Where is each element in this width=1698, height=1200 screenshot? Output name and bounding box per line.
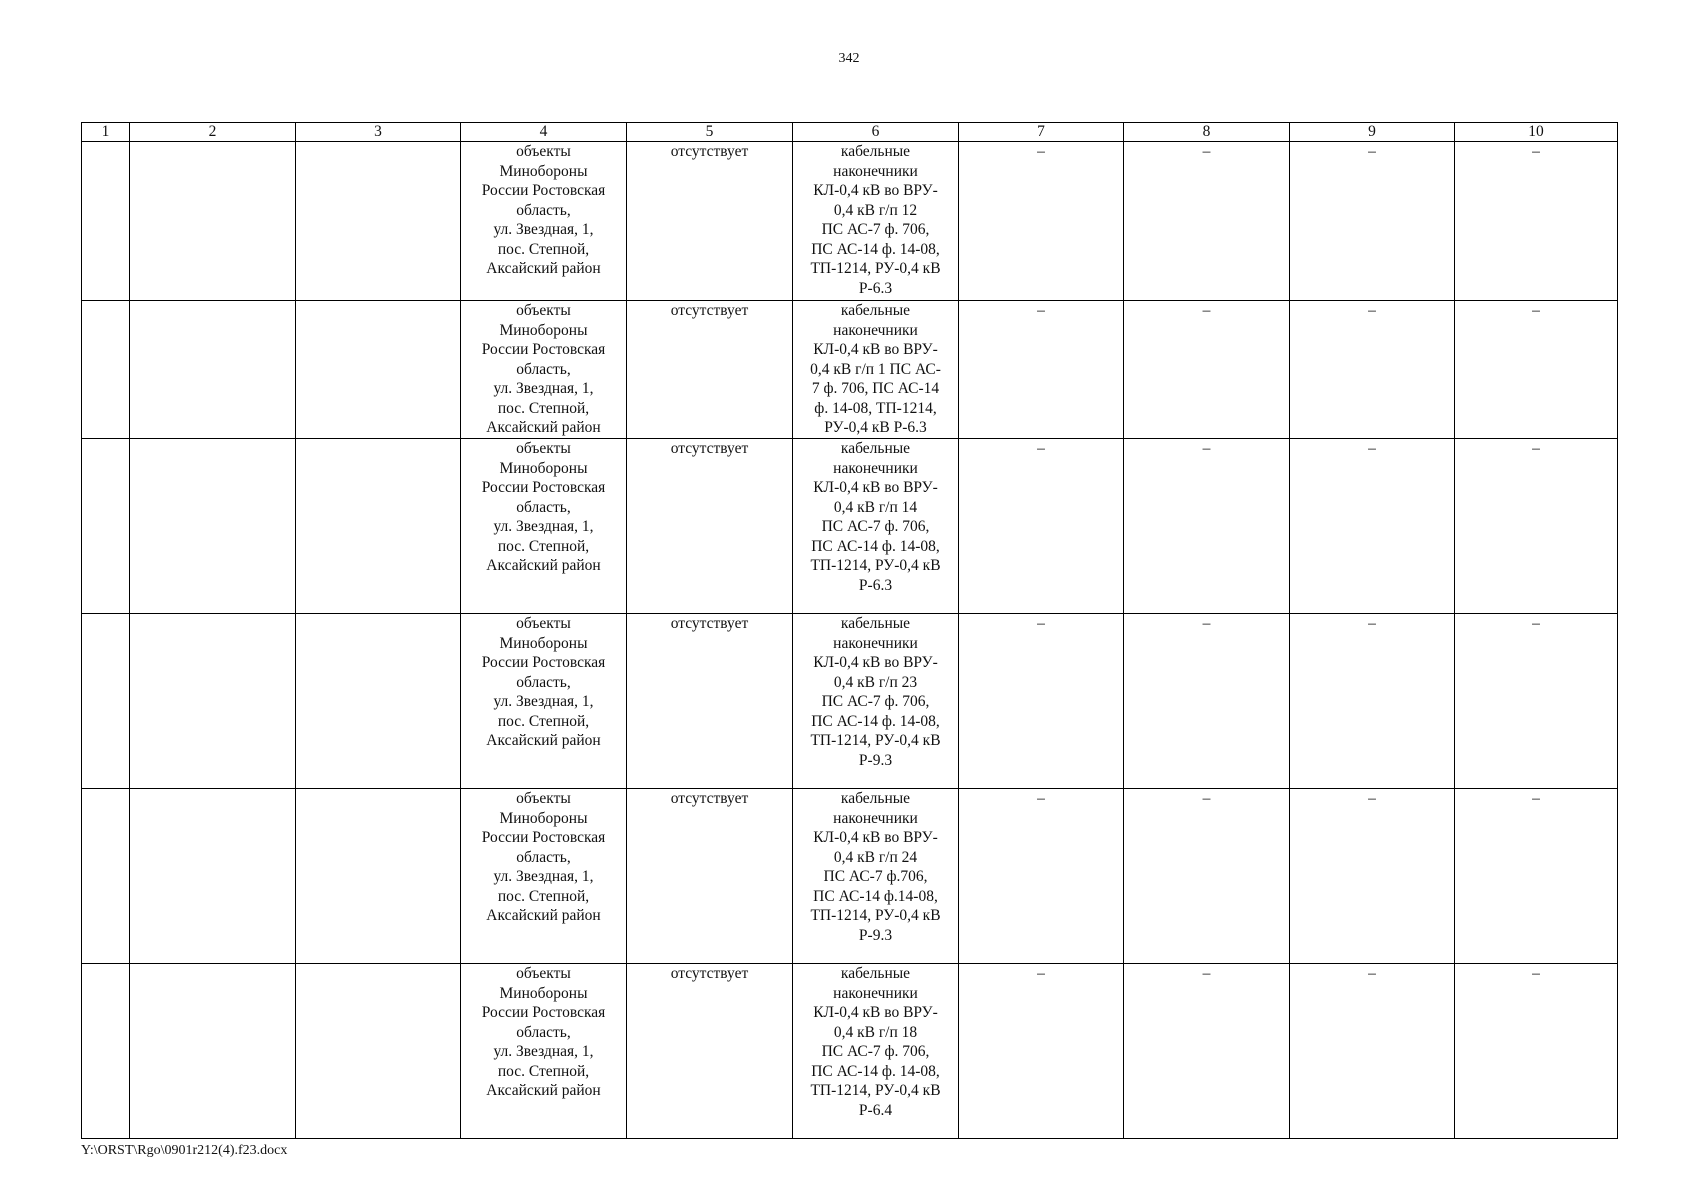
description-line: ПС АС-7 ф. 706, (821, 518, 930, 535)
object-line: пос. Степной, (497, 712, 590, 730)
object-line: ул. Звездная, 1, (493, 221, 594, 238)
description-line: ТП-1214, РУ-0,4 кВ (810, 557, 941, 574)
dash-cell: – (1290, 614, 1455, 789)
description-line: наконечники (833, 459, 918, 477)
dash-cell: – (1124, 614, 1290, 789)
description-line: наконечники (833, 809, 918, 827)
dash-cell: – (1455, 964, 1618, 1139)
description-line: кабельные (840, 965, 911, 982)
dash-cell: – (1290, 142, 1455, 301)
object-line: Аксайский район (486, 419, 601, 436)
dash-cell: – (959, 964, 1124, 1139)
description-cell (793, 789, 959, 964)
description-line: ф. 14-08, ТП-1214, (814, 399, 937, 417)
table-row (82, 301, 1618, 439)
description-line: ПС АС-7 ф. 706, (821, 221, 930, 238)
description-line: наконечники (833, 984, 918, 1002)
description-line: кабельные (840, 440, 911, 457)
column-header-5: 5 (627, 123, 793, 142)
object-line: пос. Степной, (497, 887, 590, 905)
dash-cell: – (959, 614, 1124, 789)
dash-cell: – (1124, 301, 1290, 439)
description-line: кабельные (840, 302, 911, 319)
object-line: Минобороны (499, 459, 588, 477)
object-cell (461, 614, 627, 789)
object-line: объекты (516, 615, 571, 632)
object-line: Аксайский район (486, 260, 601, 277)
description-line: ТП-1214, РУ-0,4 кВ (810, 260, 941, 277)
object-line: Аксайский район (486, 557, 601, 574)
dash-cell: – (959, 301, 1124, 439)
description-cell (793, 614, 959, 789)
page-number: 342 (838, 51, 860, 66)
header-row (82, 123, 1618, 142)
object-line: ул. Звездная, 1, (493, 380, 594, 397)
cell-empty (296, 614, 461, 789)
description-line: ПС АС-14 ф. 14-08, (811, 240, 940, 258)
table-row (82, 142, 1618, 301)
status-cell: отсутствует (627, 964, 793, 1139)
description-line: КЛ-0,4 кВ во ВРУ- (813, 182, 938, 199)
cell-empty (82, 142, 130, 301)
description-line: Р-9.3 (858, 751, 893, 769)
status-cell: отсутствует (627, 439, 793, 614)
object-line: Минобороны (499, 162, 588, 180)
column-header-3: 3 (296, 123, 461, 142)
description-line: ПС АС-7 ф. 706, (821, 693, 930, 710)
description-line: Р-9.3 (858, 926, 893, 944)
dash-cell: – (1455, 142, 1618, 301)
cell-empty (82, 301, 130, 439)
object-line: ул. Звездная, 1, (493, 693, 594, 710)
description-line: Р-6.3 (858, 279, 893, 297)
object-line: России Ростовская (481, 654, 606, 671)
cell-empty (82, 789, 130, 964)
cell-empty (130, 964, 296, 1139)
description-line: КЛ-0,4 кВ во ВРУ- (813, 479, 938, 496)
description-line: наконечники (833, 162, 918, 180)
object-line: ул. Звездная, 1, (493, 1043, 594, 1060)
column-header-9: 9 (1290, 123, 1455, 142)
dash-cell: – (1455, 789, 1618, 964)
object-line: ул. Звездная, 1, (493, 868, 594, 885)
description-line: ТП-1214, РУ-0,4 кВ (810, 732, 941, 749)
dash-cell: – (1124, 439, 1290, 614)
description-line: 0,4 кВ г/п 1 ПС АС- (810, 360, 941, 378)
dash-cell: – (959, 439, 1124, 614)
description-line: ПС АС-14 ф.14-08, (813, 887, 938, 905)
description-line: кабельные (840, 790, 911, 807)
description-line: Р-6.4 (858, 1101, 893, 1119)
object-line: пос. Степной, (497, 240, 590, 258)
description-line: кабельные (840, 143, 911, 160)
description-line: ПС АС-14 ф. 14-08, (811, 712, 940, 730)
dash-cell: – (1455, 614, 1618, 789)
object-line: область, (516, 498, 571, 516)
description-line: Р-6.3 (858, 576, 893, 594)
table-row (82, 439, 1618, 614)
object-line: объекты (516, 143, 571, 160)
description-line: 0,4 кВ г/п 18 (833, 1023, 918, 1041)
dash-cell: – (1124, 142, 1290, 301)
description-line: ТП-1214, РУ-0,4 кВ (810, 907, 941, 924)
object-line: пос. Степной, (497, 537, 590, 555)
cell-empty (296, 439, 461, 614)
description-line: 0,4 кВ г/п 24 (833, 848, 918, 866)
object-line: пос. Степной, (497, 1062, 590, 1080)
cell-empty (82, 439, 130, 614)
table-row (82, 964, 1618, 1139)
object-line: Аксайский район (486, 732, 601, 749)
cell-empty (296, 789, 461, 964)
object-line: России Ростовская (481, 479, 606, 496)
dash-cell: – (1455, 439, 1618, 614)
cell-empty (82, 614, 130, 789)
object-line: область, (516, 360, 571, 378)
description-cell (793, 439, 959, 614)
dash-cell: – (1290, 301, 1455, 439)
column-header-4: 4 (461, 123, 627, 142)
description-line: КЛ-0,4 кВ во ВРУ- (813, 1004, 938, 1021)
cell-empty (296, 301, 461, 439)
dash-cell: – (1290, 789, 1455, 964)
description-line: 0,4 кВ г/п 14 (833, 498, 918, 516)
object-line: Аксайский район (486, 1082, 601, 1099)
object-line: Аксайский район (486, 907, 601, 924)
object-cell (461, 964, 627, 1139)
object-line: Минобороны (499, 809, 588, 827)
cell-empty (296, 142, 461, 301)
object-line: объекты (516, 302, 571, 319)
description-line: 7 ф. 706, ПС АС-14 (811, 380, 940, 397)
object-line: России Ростовская (481, 182, 606, 199)
description-cell (793, 964, 959, 1139)
column-header-6: 6 (793, 123, 959, 142)
dash-cell: – (1455, 301, 1618, 439)
description-line: ТП-1214, РУ-0,4 кВ (810, 1082, 941, 1099)
description-line: КЛ-0,4 кВ во ВРУ- (813, 654, 938, 671)
status-cell: отсутствует (627, 142, 793, 301)
dash-cell: – (1290, 439, 1455, 614)
object-line: область, (516, 673, 571, 691)
description-line: наконечники (833, 321, 918, 339)
table-row (82, 789, 1618, 964)
object-line: пос. Степной, (497, 399, 590, 417)
description-line: ПС АС-14 ф. 14-08, (811, 1062, 940, 1080)
cell-empty (130, 614, 296, 789)
dash-cell: – (1290, 964, 1455, 1139)
object-line: объекты (516, 440, 571, 457)
status-cell: отсутствует (627, 614, 793, 789)
column-header-2: 2 (130, 123, 296, 142)
description-line: РУ-0,4 кВ Р-6.3 (824, 419, 927, 436)
description-cell (793, 142, 959, 301)
description-line: ПС АС-14 ф. 14-08, (811, 537, 940, 555)
dash-cell: – (959, 142, 1124, 301)
column-header-10: 10 (1455, 123, 1618, 142)
object-cell (461, 439, 627, 614)
object-line: Минобороны (499, 321, 588, 339)
column-header-8: 8 (1124, 123, 1290, 142)
description-line: кабельные (840, 615, 911, 632)
dash-cell: – (1124, 964, 1290, 1139)
object-line: область, (516, 1023, 571, 1041)
object-line: объекты (516, 965, 571, 982)
cell-empty (296, 964, 461, 1139)
cell-empty (130, 439, 296, 614)
object-cell (461, 789, 627, 964)
cell-empty (82, 964, 130, 1139)
object-cell (461, 142, 627, 301)
dash-cell: – (959, 789, 1124, 964)
object-line: Минобороны (499, 634, 588, 652)
table-row (82, 614, 1618, 789)
cell-empty (130, 789, 296, 964)
data-table (81, 122, 1618, 1139)
object-line: Минобороны (499, 984, 588, 1002)
column-header-7: 7 (959, 123, 1124, 142)
description-line: ПС АС-7 ф.706, (823, 868, 928, 885)
object-line: ул. Звездная, 1, (493, 518, 594, 535)
object-line: России Ростовская (481, 1004, 606, 1021)
description-line: 0,4 кВ г/п 23 (833, 673, 918, 691)
footer-file-path: Y:\ORST\Rgo\0901r212(4).f23.docx (81, 1143, 288, 1158)
description-cell (793, 301, 959, 439)
description-line: КЛ-0,4 кВ во ВРУ- (813, 341, 938, 358)
description-line: КЛ-0,4 кВ во ВРУ- (813, 829, 938, 846)
object-line: объекты (516, 790, 571, 807)
cell-empty (130, 142, 296, 301)
object-line: область, (516, 848, 571, 866)
object-line: России Ростовская (481, 829, 606, 846)
dash-cell: – (1124, 789, 1290, 964)
status-cell: отсутствует (627, 789, 793, 964)
cell-empty (130, 301, 296, 439)
object-line: России Ростовская (481, 341, 606, 358)
description-line: ПС АС-7 ф. 706, (821, 1043, 930, 1060)
column-header-1: 1 (82, 123, 130, 142)
status-cell: отсутствует (627, 301, 793, 439)
description-line: наконечники (833, 634, 918, 652)
object-line: область, (516, 201, 571, 219)
object-cell (461, 301, 627, 439)
description-line: 0,4 кВ г/п 12 (833, 201, 918, 219)
